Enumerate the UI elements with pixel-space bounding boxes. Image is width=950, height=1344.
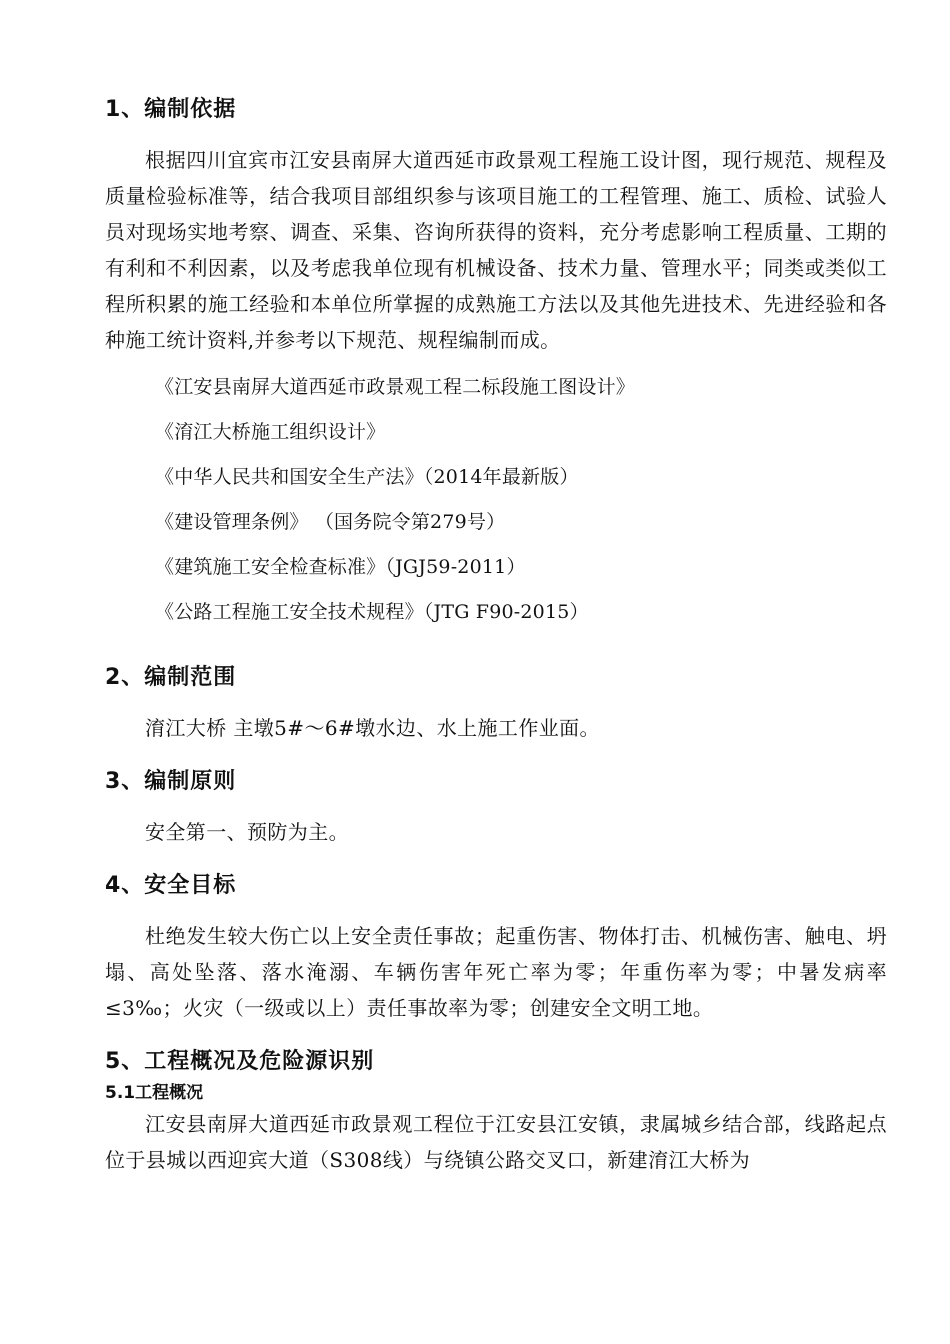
document-page bbox=[105, 92, 887, 1178]
principle-paragraph: 安全第一、预防为主。 bbox=[145, 820, 349, 844]
reference-item: 《江安县南屏大道西延市政景观工程二标段施工图设计》 bbox=[155, 376, 636, 398]
scope-paragraph: 淯江大桥 主墩5#～6#墩水边、水上施工作业面。 bbox=[145, 716, 600, 740]
section-heading-safety-goal: 4、安全目标 bbox=[105, 873, 237, 898]
section-heading-overview: 5、工程概况及危险源识别 bbox=[105, 1049, 375, 1074]
reference-item: 《中华人民共和国安全生产法》（2014年最新版） bbox=[155, 466, 579, 488]
section-heading-principle: 3、编制原则 bbox=[105, 769, 237, 794]
overview-paragraph: 江安县南屏大道西延市政景观工程位于江安县江安镇，隶属城乡结合部，线路起点位于县城以西迎宾大道（S308线）与绕镇公路交叉口，新建淯江大桥为 bbox=[105, 1112, 887, 1172]
safety-goal-paragraph: 杜绝发生较大伤亡以上安全责任事故；起重伤害、物体打击、机械伤害、触电、坍塌、高处坠落、落水淹溺、车辆伤害年死亡率为零；年重伤率为零；中暑发病率≤3‰；火灾（一级或以上）责任事故率为零；创建安全文明工地。 bbox=[105, 924, 887, 1020]
reference-item: 《淯江大桥施工组织设计》 bbox=[155, 421, 386, 443]
reference-item: 《建设管理条例》 （国务院令第279号） bbox=[155, 511, 506, 533]
section-heading-scope: 2、编制范围 bbox=[105, 665, 237, 690]
reference-item: 《建筑施工安全检查标准》（JGJ59-2011） bbox=[155, 556, 526, 578]
reference-item: 《公路工程施工安全技术规程》（JTG F90-2015） bbox=[155, 601, 589, 623]
section-heading-basis: 1、编制依据 bbox=[105, 97, 237, 122]
basis-paragraph: 根据四川宜宾市江安县南屏大道西延市政景观工程施工设计图，现行规范、规程及质量检验标准等，结合我项目部组织参与该项目施工的工程管理、施工、质检、试验人员对现场实地考察、调查、采集、咨询所获得的资料，充分考虑影响工程质量、工期的有利和不利因素，以及考虑我单位现有机械设备、技术力量、管理水平；同类或类似工程所积累的施工经验和本单位所掌握的成熟施工方法以及其他先进技术、先进经验和各种施工统计资料,并参考以下规范、规程编制而成。 bbox=[105, 148, 887, 352]
subsection-heading-overview: 5.1工程概况 bbox=[105, 1083, 204, 1103]
